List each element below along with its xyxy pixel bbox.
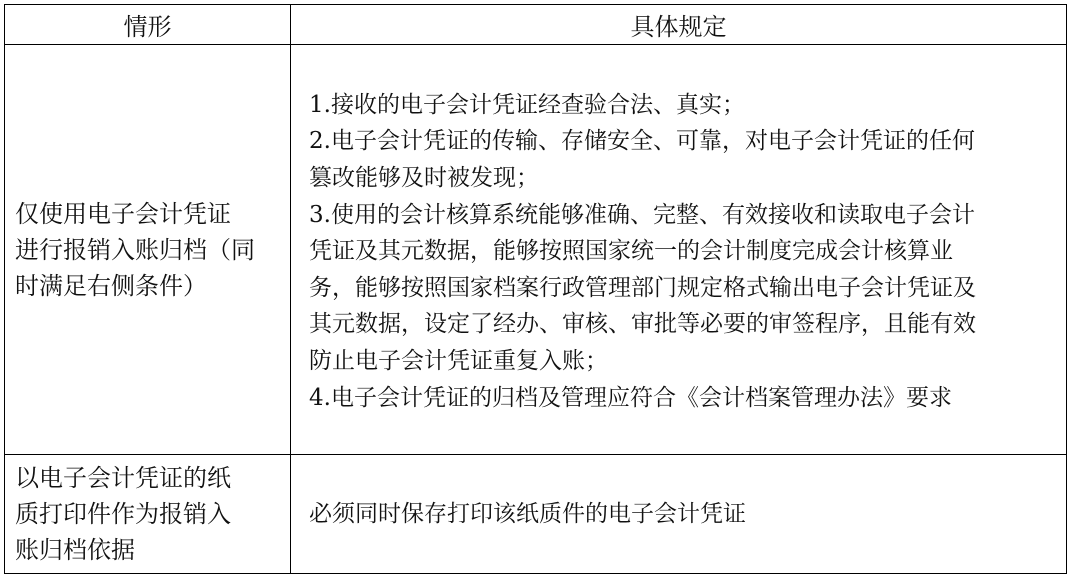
provision-line: 防止电子会计凭证重复入账； — [309, 347, 608, 374]
situation-line: 时满足右侧条件） — [15, 271, 207, 300]
provision-line: 3.使用的会计核算系统能够准确、完整、有效接收和读取电子会计 — [309, 201, 975, 228]
situation-line: 仅使用电子会计凭证 — [15, 199, 231, 228]
header-situation: 情形 — [5, 5, 291, 45]
regulations-table — [4, 4, 1067, 574]
provisions-cell — [291, 455, 1067, 574]
provisions-cell — [291, 45, 1067, 455]
provision-line: 凭证及其元数据，能够按照国家统一的会计制度完成会计核算业 — [309, 238, 953, 265]
provision-line: 篡改能够及时被发现； — [309, 165, 539, 192]
situation-cell — [5, 455, 291, 574]
table-header-row — [5, 5, 1067, 45]
provision-line: 务，能够按照国家档案行政管理部门规定格式输出电子会计凭证及 — [309, 274, 976, 301]
provision-line: 2.电子会计凭证的传输、存储安全、可靠，对电子会计凭证的任何 — [309, 128, 975, 155]
provision-line: 4.电子会计凭证的归档及管理应符合《会计档案管理办法》要求 — [309, 384, 952, 411]
situation-line: 质打印件作为报销入 — [15, 500, 231, 528]
table-row — [5, 45, 1067, 455]
situation-line: 进行报销入账归档（同 — [15, 235, 255, 264]
provision-line: 其元数据，设定了经办、审核、审批等必要的审签程序，且能有效 — [309, 311, 976, 338]
provision-line: 1.接收的电子会计凭证经查验合法、真实； — [309, 91, 745, 118]
situation-line: 以电子会计凭证的纸 — [15, 464, 231, 492]
header-provisions: 具体规定 — [291, 5, 1067, 45]
situation-line: 账归档依据 — [15, 536, 135, 564]
table-row — [5, 455, 1067, 574]
provision-line: 必须同时保存打印该纸质件的电子会计凭证 — [309, 500, 746, 527]
situation-cell — [5, 45, 291, 455]
